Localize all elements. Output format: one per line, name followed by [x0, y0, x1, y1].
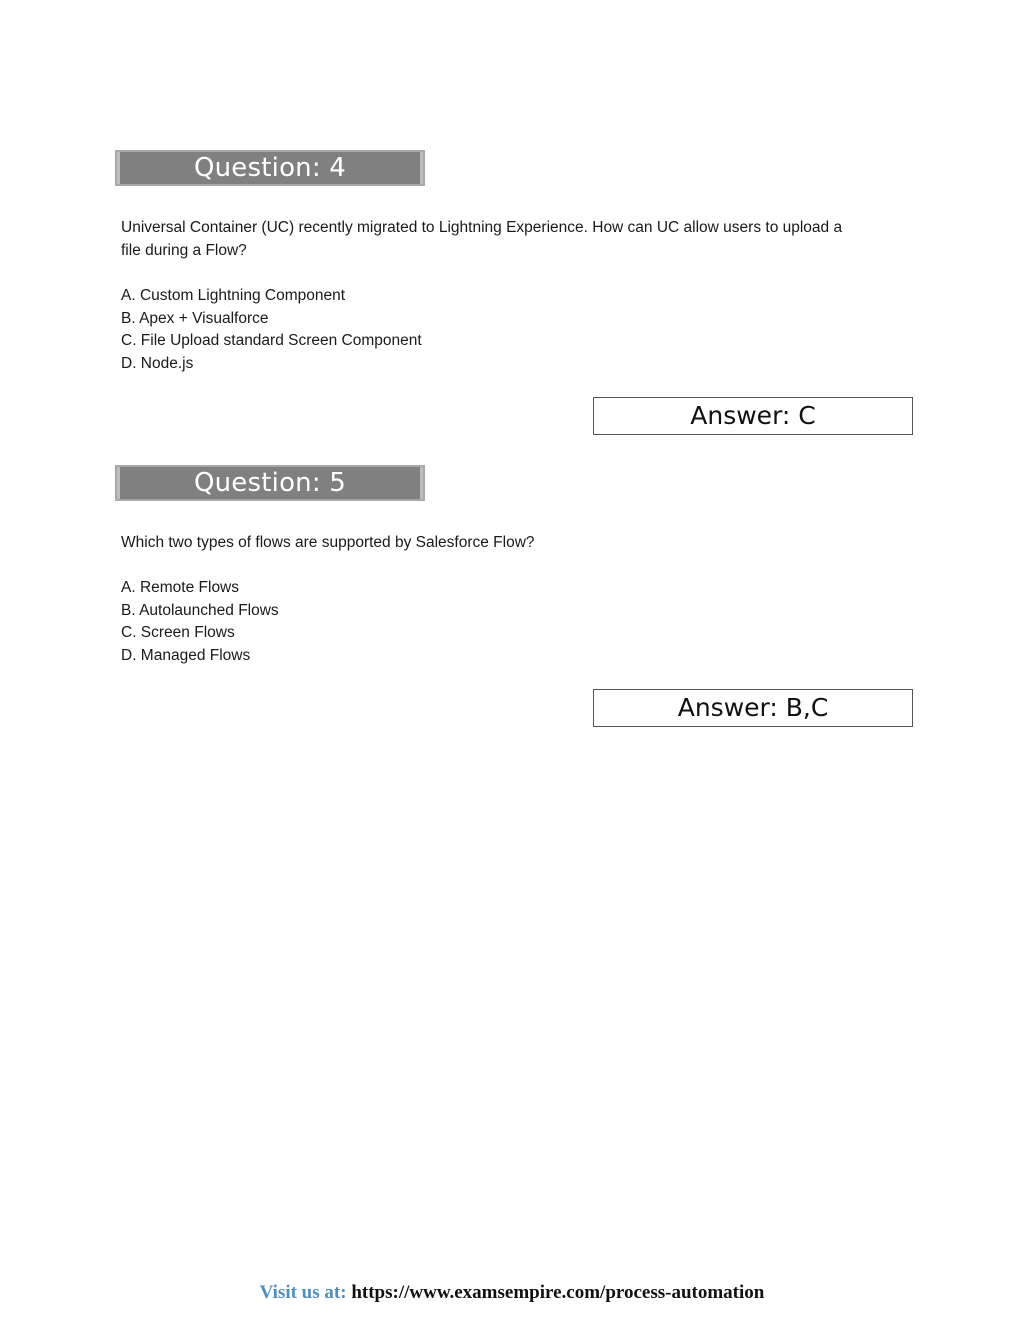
footer-visit-label: Visit us at:: [259, 1282, 352, 1303]
question-5-options: [121, 577, 279, 667]
question-5-answer: Answer: B,C: [677, 693, 829, 722]
question-5-option-b: B. Autolaunched Flows: [121, 601, 279, 619]
question-4-options: [121, 285, 422, 375]
question-5-answer-box: [593, 689, 913, 727]
page-footer: [0, 1281, 1024, 1305]
question-4-title: Question: 4: [193, 153, 347, 183]
question-5-title: Question: 5: [193, 468, 347, 498]
question-4-option-a: A. Custom Lightning Component: [121, 287, 346, 304]
question-4-text-line-1: Universal Container (UC) recently migrated to Lightning Experience. How can UC allow users to upload a: [121, 219, 843, 236]
question-4-text: [121, 217, 911, 262]
question-5-option-c: C. Screen Flows: [121, 624, 235, 641]
footer-url-link[interactable]: https://www.examsempire.com/process-automation: [351, 1282, 765, 1303]
question-5-text: [121, 532, 911, 555]
question-5-text-line-1: Which two types of flows are supported by Salesforce Flow?: [121, 534, 535, 551]
question-4-answer-box: [593, 397, 913, 435]
question-5-option-d: D. Managed Flows: [121, 646, 251, 664]
question-5-header: [115, 465, 425, 501]
question-4-text-line-2: file during a Flow?: [121, 241, 247, 259]
question-4-answer: Answer: C: [690, 401, 816, 430]
question-4-option-d: D. Node.js: [121, 354, 194, 372]
question-4-option-c: C. File Upload standard Screen Component: [121, 332, 422, 349]
question-4-header: [115, 150, 425, 186]
question-4-option-b: B. Apex + Visualforce: [121, 309, 269, 327]
question-5-option-a: A. Remote Flows: [121, 579, 240, 596]
